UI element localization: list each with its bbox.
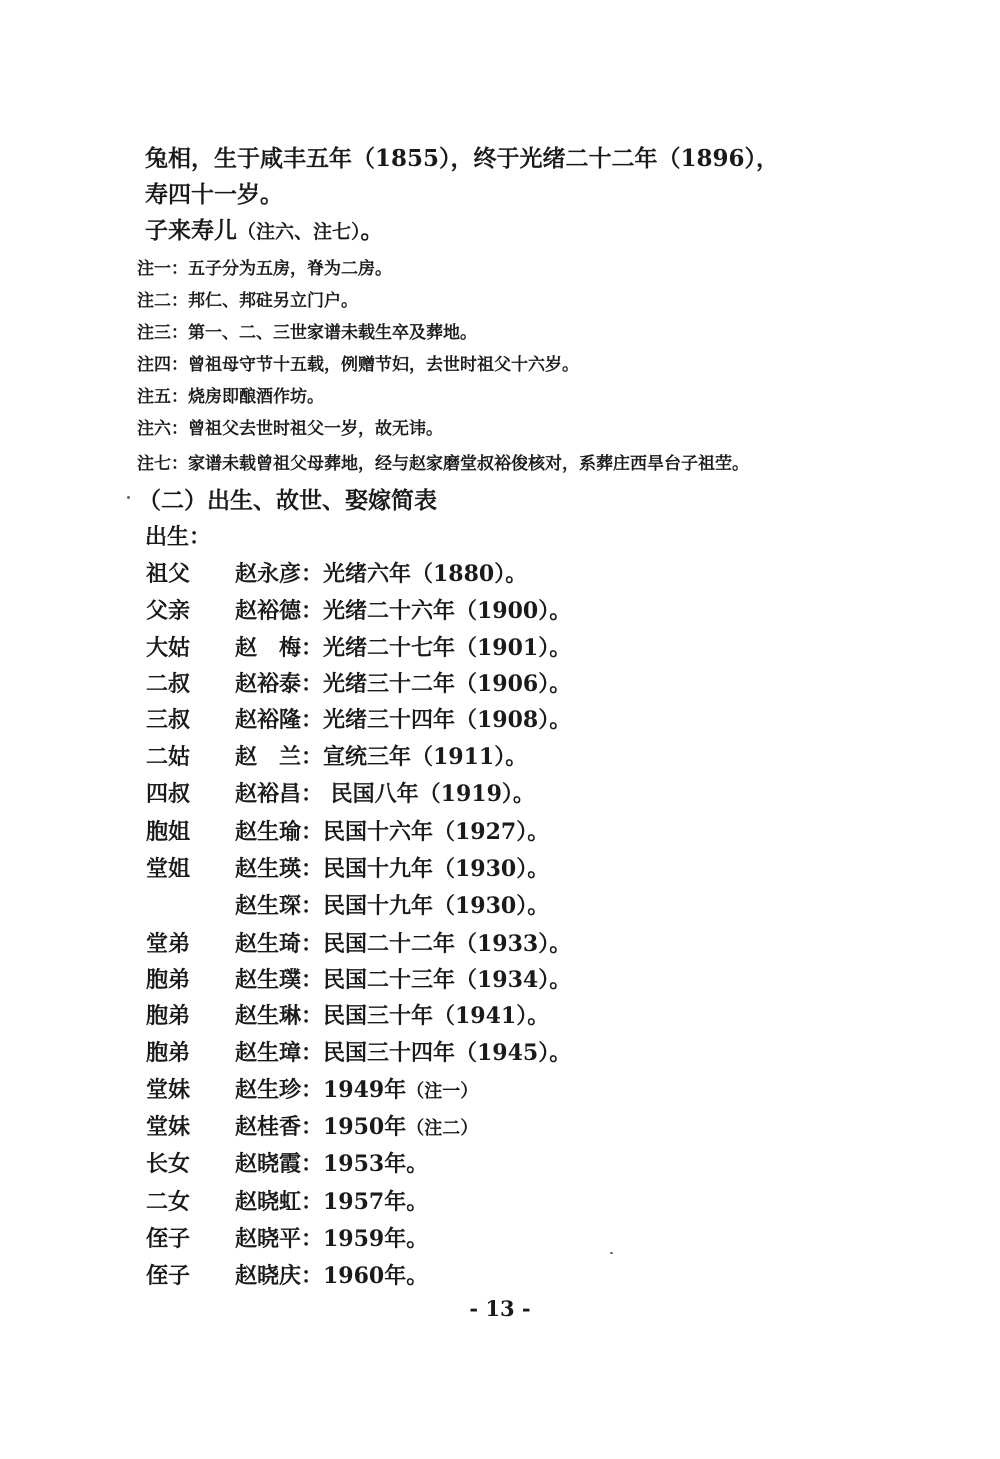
birth-person-text: 赵裕泰：光绪三十二年（1906）。 (235, 671, 572, 697)
birth-person (235, 777, 535, 808)
birth-person (235, 889, 549, 920)
birth-person (235, 1036, 571, 1067)
birth-person (235, 557, 527, 588)
birth-relation: 二叔 (146, 671, 191, 697)
birth-row (0, 557, 1000, 591)
intro-line-3-end: 。 (360, 217, 384, 244)
birth-person (235, 1259, 428, 1290)
birth-note: （注二） (406, 1118, 479, 1139)
birth-row (0, 631, 1000, 665)
birth-note: （注一） (406, 1081, 479, 1102)
birth-person (235, 927, 571, 958)
birth-person (235, 631, 571, 662)
birth-row (0, 1185, 1000, 1219)
birth-person (235, 1222, 428, 1253)
note-7: 注七：家谱未载曾祖父母葬地，经与赵家磨堂叔裕俊核对，系葬庄西旱台子祖茔。 (137, 454, 749, 474)
birth-relation: 四叔 (146, 781, 191, 807)
birth-relation: 大姑 (146, 635, 191, 661)
birth-row (0, 927, 1000, 961)
scan-speck (127, 496, 130, 499)
birth-row (0, 740, 1000, 774)
birth-person-text: 赵裕德：光绪二十六年（1900）。 (235, 598, 572, 624)
note-1: 注一：五子分为五房，脊为二房。 (137, 259, 392, 279)
birth-row (0, 1110, 1000, 1144)
birth-row (0, 1222, 1000, 1256)
birth-relation: 堂妹 (146, 1077, 191, 1103)
birth-row (0, 667, 1000, 701)
note-5: 注五：烧房即酿酒作坊。 (137, 387, 324, 407)
birth-row (0, 1036, 1000, 1070)
intro-line-3 (145, 212, 384, 245)
birth-person-text: 赵永彦：光绪六年（1880）。 (235, 561, 528, 587)
birth-row (0, 852, 1000, 886)
birth-relation: 二女 (146, 1189, 191, 1215)
birth-relation: 胞弟 (146, 967, 191, 993)
birth-relation: 父亲 (146, 598, 191, 624)
birth-row (0, 1073, 1000, 1107)
birth-relation: 堂姐 (146, 856, 191, 882)
birth-row (0, 889, 1000, 923)
birth-person-text: 赵裕隆：光绪三十四年（1908）。 (235, 707, 572, 733)
note-4: 注四：曾祖母守节十五载，例赠节妇，去世时祖父十六岁。 (137, 355, 579, 375)
birth-row (0, 1259, 1000, 1293)
birth-person-text: 赵生瑜：民国十六年（1927）。 (235, 819, 550, 845)
birth-person (235, 740, 527, 771)
birth-person-text: 赵生璞：民国二十三年（1934）。 (235, 967, 572, 993)
birth-person (235, 667, 571, 698)
birth-person (235, 594, 571, 625)
birth-person-text: 赵桂香：1950年 (235, 1114, 407, 1140)
birth-relation: 侄子 (146, 1226, 191, 1252)
birth-person-text: 赵 梅：光绪二十七年（1901）。 (235, 635, 572, 661)
birth-person-text: 赵晓虹：1957年。 (235, 1189, 429, 1215)
birth-person-text: 赵晓平：1959年。 (235, 1226, 429, 1252)
birth-relation: 三叔 (146, 707, 191, 733)
birth-person (235, 999, 549, 1030)
birth-person (235, 1110, 478, 1141)
birth-person (235, 963, 571, 994)
birth-relation: 二姑 (146, 744, 191, 770)
birth-person-text: 赵生瑛：民国十九年（1930）。 (235, 856, 550, 882)
birth-row (0, 1147, 1000, 1181)
birth-relation: 堂弟 (146, 931, 191, 957)
scan-speck (610, 1252, 613, 1254)
birth-relation: 长女 (146, 1151, 191, 1177)
birth-person (235, 1185, 428, 1216)
section-title: （二）出生、故世、娶嫁简表 (138, 487, 437, 514)
intro-line-1: 兔相，生于咸丰五年（1855），终于光绪二十二年（1896）， (145, 145, 780, 172)
births-subheading: 出生： (145, 524, 212, 550)
intro-line-2: 寿四十一岁。 (145, 181, 283, 208)
note-6: 注六：曾祖父去世时祖父一岁，故无讳。 (137, 419, 443, 439)
birth-relation: 胞弟 (146, 1040, 191, 1066)
note-2: 注二：邦仁、邦砫另立门户。 (137, 291, 358, 311)
birth-row (0, 963, 1000, 997)
birth-person (235, 703, 571, 734)
birth-relation: 祖父 (146, 561, 191, 587)
birth-person-text: 赵 兰：宣统三年（1911）。 (235, 744, 528, 770)
birth-person-text: 赵晓霞：1953年。 (235, 1151, 429, 1177)
birth-row (0, 777, 1000, 811)
birth-row (0, 999, 1000, 1033)
birth-person-text: 赵裕昌： 民国八年（1919）。 (235, 781, 535, 807)
birth-person-text: 赵晓庆：1960年。 (235, 1263, 429, 1289)
birth-person-text: 赵生璋：民国三十四年（1945）。 (235, 1040, 572, 1066)
birth-person-text: 赵生珍：1949年 (235, 1077, 407, 1103)
birth-person-text: 赵生琛：民国十九年（1930）。 (235, 893, 550, 919)
birth-row (0, 815, 1000, 849)
birth-relation: 胞姐 (146, 819, 191, 845)
birth-person (235, 815, 549, 846)
intro-line-3-main: 子来寿儿 (145, 217, 237, 244)
birth-person (235, 1073, 478, 1104)
birth-relation: 侄子 (146, 1263, 191, 1289)
birth-person-text: 赵生琳：民国三十年（1941）。 (235, 1003, 550, 1029)
birth-relation: 堂妹 (146, 1114, 191, 1140)
intro-line-3-note: （注六、注七） (237, 221, 361, 243)
note-3: 注三：第一、二、三世家谱未载生卒及葬地。 (137, 323, 477, 343)
birth-row (0, 594, 1000, 628)
birth-person (235, 1147, 428, 1178)
birth-person-text: 赵生琦：民国二十二年（1933）。 (235, 931, 572, 957)
birth-person (235, 852, 549, 883)
birth-relation: 胞弟 (146, 1003, 191, 1029)
page-number: - 13 - (469, 1296, 531, 1321)
birth-row (0, 703, 1000, 737)
